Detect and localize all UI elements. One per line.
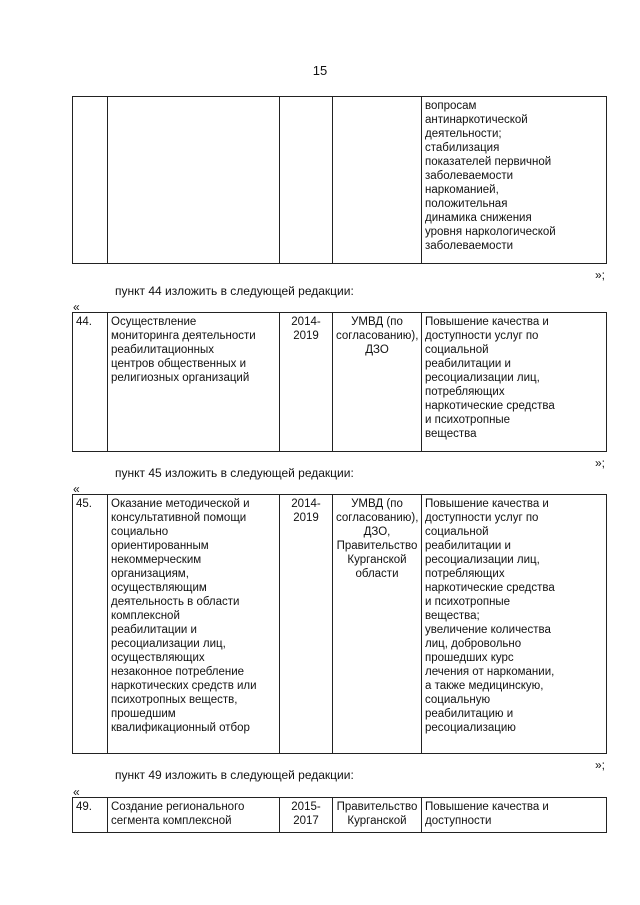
cell-years: 2014- 2019 <box>280 495 333 754</box>
cell-executors <box>333 97 422 264</box>
table-row <box>73 495 607 754</box>
table-item-49 <box>72 797 607 833</box>
cell-result: Повышение качества и доступности услуг по социальной реабилитации и ресоциализации лиц, потребляющих наркотические средства и психотропные вещества <box>422 313 607 452</box>
open-quote: « <box>73 482 80 496</box>
amendment-intro: пункт 44 изложить в следующей редакции: <box>115 284 354 298</box>
cell-num: 49. <box>73 798 108 833</box>
cell-num: 44. <box>73 313 108 452</box>
close-quote: »; <box>595 456 606 470</box>
cell-years: 2014- 2019 <box>280 313 333 452</box>
cell-years <box>280 97 333 264</box>
cell-executors: УМВД (по согласованию), ДЗО <box>333 313 422 452</box>
close-quote: »; <box>595 758 606 772</box>
cell-result: Повышение качества и доступности услуг по социальной реабилитации и ресоциализации лиц, потребляющих наркотические средства и психотропные вещества; увеличение количества лиц, добровольно прошедших курс лечения от наркомании, а также медицинскую, социальную реабилитацию и ресоциализацию <box>422 495 607 754</box>
page-number: 15 <box>312 63 328 78</box>
amendment-intro: пункт 45 изложить в следующей редакции: <box>115 466 354 480</box>
table-fragment-top <box>72 96 607 264</box>
table-row <box>73 313 607 452</box>
table-row <box>73 97 607 264</box>
cell-executors: УМВД (по согласованию), ДЗО, Правительство Курганской области <box>333 495 422 754</box>
cell-years: 2015- 2017 <box>280 798 333 833</box>
table-item-44 <box>72 312 607 452</box>
cell-name: Осуществление мониторинга деятельности реабилитационных центров общественных и религиозных организаций <box>108 313 280 452</box>
cell-num: 45. <box>73 495 108 754</box>
cell-executors: Правительство Курганской <box>333 798 422 833</box>
open-quote: « <box>73 300 80 314</box>
cell-name: Создание регионального сегмента комплексной <box>108 798 280 833</box>
table-item-45 <box>72 494 607 754</box>
cell-name <box>108 97 280 264</box>
open-quote: « <box>73 785 80 799</box>
close-quote: »; <box>595 268 606 282</box>
cell-num <box>73 97 108 264</box>
cell-result: Повышение качества и доступности <box>422 798 607 833</box>
cell-result: вопросам антинаркотической деятельности; стабилизация показателей первичной заболеваемости наркоманией, положительная динамика снижения уровня наркологической заболеваемости <box>422 97 607 264</box>
amendment-intro: пункт 49 изложить в следующей редакции: <box>115 768 354 782</box>
cell-name: Оказание методической и консультативной помощи социально ориентированным некоммерческим организациям, осуществляющим деятельность в области комплексной реабилитации и ресоциализации лиц, осуществляющих незаконное потребление наркотических средств или психотропных веществ, прошедшим квалификационный отбор <box>108 495 280 754</box>
table-row <box>73 798 607 833</box>
